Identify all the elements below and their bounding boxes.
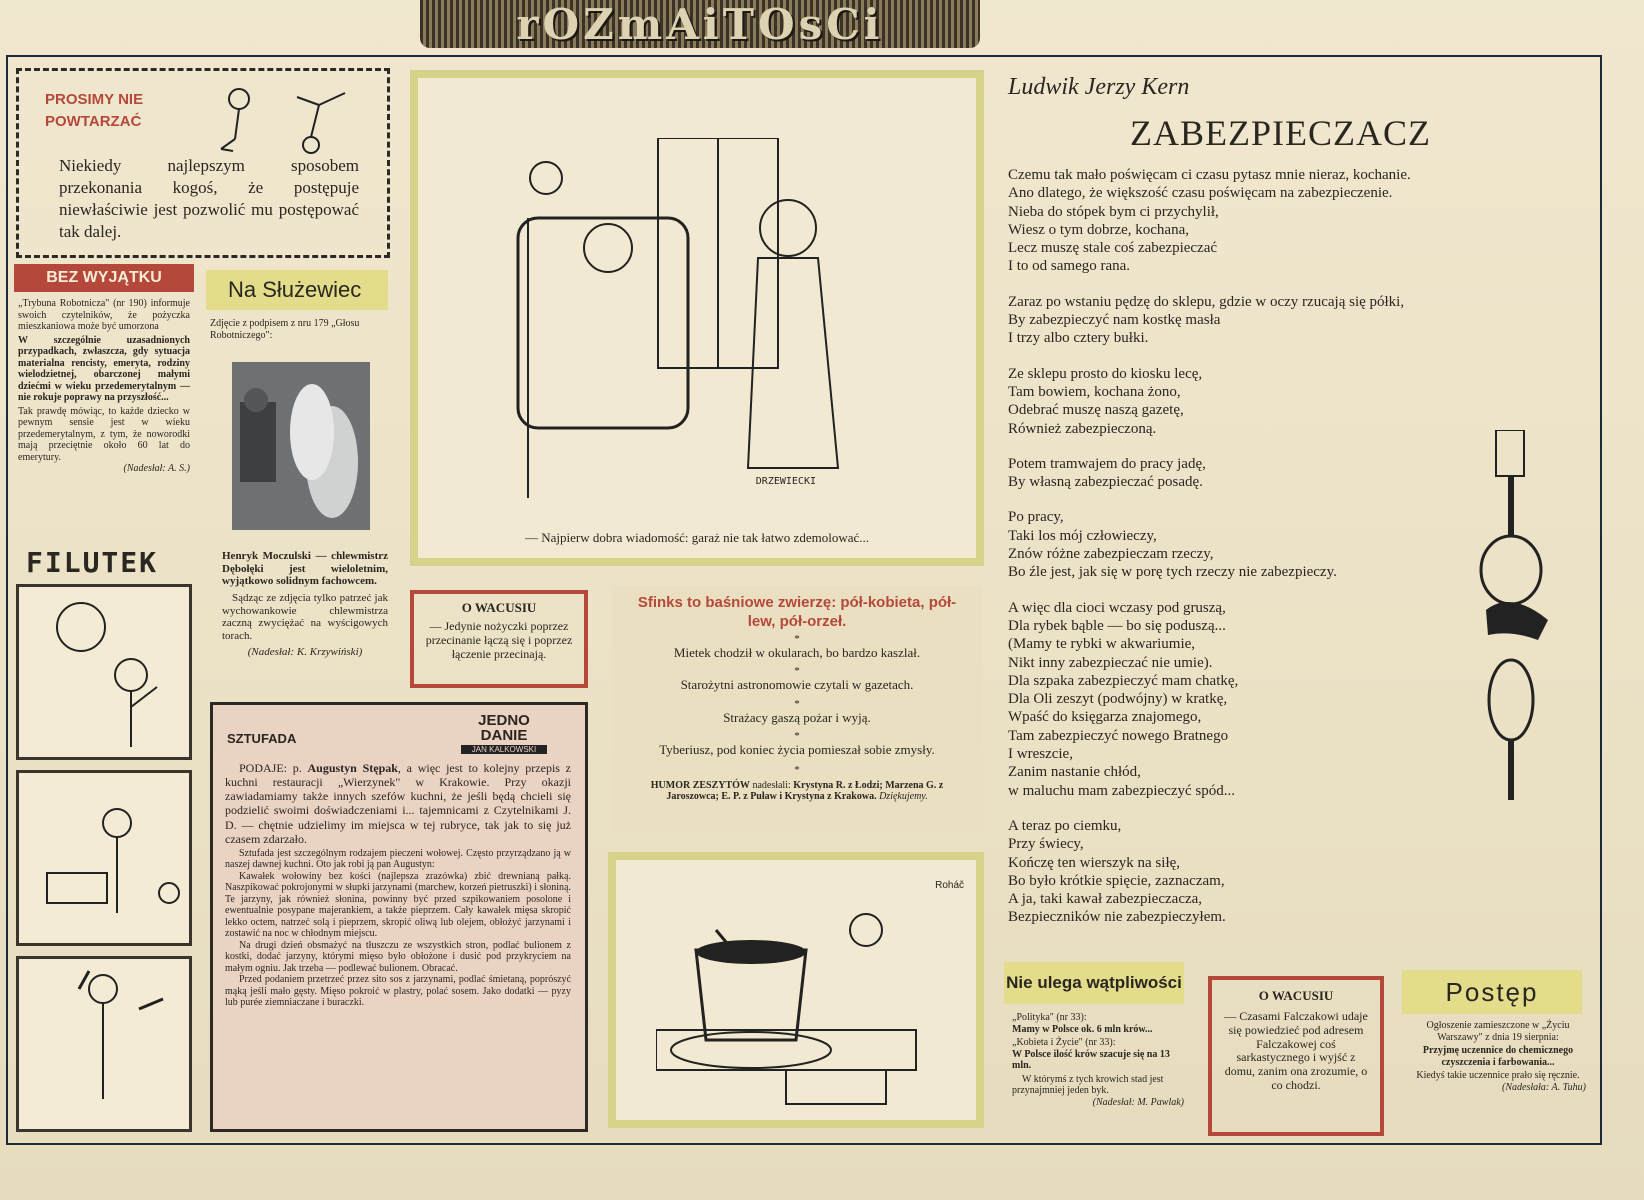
key-icon [1478,430,1564,810]
horse-icon [232,362,370,530]
sluzewiec-name: Henryk Moczulski [222,550,311,562]
postep-title: Postęp [1445,977,1539,1007]
postep-header [1402,970,1582,1014]
sfinks-item: Starożytni astronomowie czytali w gazetach. [680,677,914,693]
sluzewiec-p1: — chlewmistrz Dębołęki jest wieloletnim, wyjątkowo solidnym fachowcem. [222,550,388,588]
poem-line: Również zabezpieczoną. [1008,420,1157,437]
o-wacusiu-1-text: — Jedynie nożyczki poprzez przecinanie łączą się i poprzez łączenie przecinają. [425,619,573,661]
poem-line: A ja, taki kawał zabezpieczacza, [1008,891,1203,908]
poem-stanza [1008,365,1588,438]
poem-title: ZABEZPIECZACZ [1130,113,1431,153]
main-cartoon-caption: — Najpierw dobra wiadomość: garaż nie tak łatwo zdemolować... [524,530,870,545]
sfinks-credit-a: HUMOR ZESZYTÓW [650,779,750,791]
poem-line: Bezpieczników nie zabezpieczyłem. [1008,909,1226,926]
poem-line: Zaraz po wstaniu pędzę do sklepu, gdzie w oczy rzucają się półki, [1008,293,1405,310]
poem-line: Wiesz o tym dobrze, kochana, [1008,221,1189,238]
jedno-danie-logo [461,713,547,754]
sfinks-star: * [794,665,800,678]
poem-line: Bo było krótkie spięcie, zaznaczam, [1008,872,1225,889]
sluzewiec-body [222,550,388,659]
poem-line: Dla rybek bąble — bo się poduszą... [1008,617,1226,634]
sztufada-box [210,702,588,1132]
sluzewiec-credit: (Nadesłał: K. Krzywiński) [247,646,363,659]
nie-ulega-p1b: Mamy w Polsce ok. 6 mln krów... [1012,1023,1153,1035]
poem-line: Nikt inny zabezpieczać nie umie). [1008,654,1213,671]
sztufada-title: SZTUFADA [227,731,297,746]
poem-stanza [1008,817,1588,927]
poem-line: Ze sklepu prosto do kiosku lecę, [1008,365,1203,382]
sfinks-item: Strażacy gaszą pożar i wyją. [723,709,871,725]
bez-wyjatku-p3: Tak prawdę mówiąc, to każde dziecko w pewnym sensie jest w wieku przedemerytalnym, z tym, że noworodki mają przeciętnie około 60 lat do emerytury. [18,405,190,463]
sfinks-credit-d: Dziękujemy. [876,791,928,803]
poem-line: Kończę ten wierszyk na siłę, [1008,854,1181,871]
masthead-title: rOZmAiTOsCi [516,0,884,49]
poem-line: Ano dlatego, że większość czasu poświęcam na zabezpieczenie. [1008,185,1393,202]
sztufada-p4: Na drugi dzień obsmażyć na tłuszczu ze wszystkich stron, podlać bulionem z kostki, dodać jarzyny, którymi mięso było obłożone i dusić pod przykryciem na małym ogniu. Jak trzeba — podlewać bulionem. Obracać. [225,939,571,974]
couple-armchair-icon [498,138,918,498]
figure-with-dog-icon [19,773,189,943]
rohac-cartoon-frame [608,852,984,1128]
sluzewiec-title: Na Służewiec [228,277,362,302]
prosimy-title [45,89,143,133]
figure-hammer-icon [19,959,189,1129]
poem-line: Znów różne zabezpieczam rzeczy, [1008,546,1214,563]
sfinks-credit [632,780,962,803]
o-wacusiu-box-2 [1208,976,1384,1136]
figure-icon [19,587,189,757]
nie-ulega-p2b: W Polsce ilość krów szacuje się na 13 mln. [1012,1048,1170,1071]
logo-line1: JEDNO [478,712,530,729]
poem-line: By własną zabezpieczać posadę. [1008,474,1203,491]
poem-line: Odebrać muszę naszą gazetę, [1008,402,1184,419]
o-wacusiu-box-1 [410,590,588,688]
logo-line2: DANIE [480,727,528,744]
nie-ulega-body [1012,1012,1184,1108]
sfinks-item: Mietek chodził w okularach, bo bardzo kaszlał. [673,644,921,660]
poem-line: Nieba do stópek bym ci przychylił, [1008,203,1219,220]
filutek-panel-1 [16,584,192,760]
poem-author: Ludwik Jerzy Kern [1008,74,1190,100]
o-wacusiu-2-text: — Czasami Falczakowi udaje się powiedzieć pod adresem Falczakowej coś sarkastycznego i wyjść z domu, zanim ona zrozumie, o co chodzi. [1224,1009,1368,1092]
sfinks-star: * [794,697,800,710]
poem-line: Dla szpaka zabezpieczyć mam chatkę, [1008,672,1239,689]
sfinks-item: Tyberiusz, pod koniec życia pomieszał sobie zmysły. [659,742,935,758]
bez-wyjatku-p2: W szczególnie uzasadnionych przypadkach, zwłaszcza, gdy sytuacja materialna rencisty, emeryta, rodziny wielodzietnej, obarczonej małymi dziećmi w wieku przedemerytalnym — nie rokuje poprawy na przyszłość... [18,334,190,403]
poem-line: Taki los mój człowieczy, [1008,527,1157,544]
prosimy-title-line2: POWTARZAĆ [45,112,142,130]
poem-line: Po pracy, [1008,509,1064,526]
poem-line: Potem tramwajem do pracy jadę, [1008,455,1206,472]
poem-line: Czemu tak mało poświęcam ci czasu pytasz mnie nieraz, kochanie. [1008,167,1411,183]
poem-line: A więc dla cioci wczasy pod gruszą, [1008,599,1226,616]
nie-ulega-p2: „Kobieta i Życie" (nr 33): [1012,1037,1116,1048]
poem-line: I to od samego rana. [1008,258,1131,275]
sztufada-p5: Przed podaniem przetrzeć przez sito sos z jarzynami, podlać śmietaną, poprószyć mąką jeśli mało gęsty. Mięso pokroić w plastry, polać sosem. Jako dodatki — pyzy lub purée ziemniaczane i buraczki. [225,974,571,1009]
sluzewiec-caption: Zdjęcie z podpisem z nru 179 „Głosu Robotniczego": [210,318,360,341]
masthead [420,0,980,48]
postep-credit: (Nadesłała: A. Tuhu) [1502,1081,1586,1093]
postep-body [1410,1020,1586,1093]
nie-ulega-header [1004,962,1184,1004]
prosimy-title-line1: PROSIMY NIE [45,91,144,108]
sfinks-title: Sfinks to baśniowe zwierzę: pół-kobieta, pół-lew, pół-orzeł. [637,594,957,630]
bez-wyjatku-title: BEZ WYJĄTKU [46,269,162,286]
main-cartoon-signature: DRZEWIECKI [755,476,816,487]
sluzewiec-header [206,270,388,310]
o-wacusiu-1-title: O WACUSIU [461,600,537,615]
nie-ulega-credit: (Nadesłał: M. Pawlak) [1092,1096,1184,1108]
coffee-desk-icon [656,890,956,1110]
bez-wyjatku-body [18,298,190,475]
two-figures-icon [199,79,359,159]
poem-line: By zabezpieczyć nam kostkę masła [1008,312,1221,329]
poem-line: Przy świecy, [1008,836,1084,853]
sztufada-body [225,761,571,1009]
poem-line: Wpaść do księgarza znajomego, [1008,709,1202,726]
sztufada-p1b: , a więc jest to kolejny przepis z kuchni restauracji „Wierzynek" w Krakowie. Przy okazji zawiadamiamy także innych szefów kuchni, że jeśli będą chcieli się podzielić swoimi doświadczeniami i... tajemnicami z Czytelnikami J. D. — chętnie udzielimy im miejsca w tej rubryce, tak jak to się już czasem zdarzało. [225,761,572,846]
horses-photo [232,362,370,530]
rohac-signature: Roháč [935,880,964,891]
sztufada-p3: Kawałek wołowiny bez kości (najlepsza zrazówka) zbić drewnianą pałką. Naszpikować pokrojonymi w słupki jarzynami (marchew, korzeń pietruszki) i słoniną. Te jarzyny, jak również słonina, powinny być przed szpikowaniem posolone i ewentualnie posypane majerankiem, a także pieprzem. Cały kawałek mięsa skropić lekko octem, natrzeć solą i pieprzem, skropić oliwą lub olejem, obłożyć jarzynami i zostawić na noc w chłodnym miejscu. [225,870,571,940]
bez-wyjatku-credit: (Nadesłał: A. S.) [123,463,190,474]
poem-line: Tam bowiem, kochana żono, [1008,383,1181,400]
sluzewiec-p2: Sądząc ze zdjęcia tylko patrzeć jak wychowankowie chlewmistrza zaczną zwyciężać na wyścigowych torach. [222,591,388,642]
poem-line: w maluchu mam zabezpieczyć spód... [1008,782,1235,799]
poem-line: I wreszcie, [1008,746,1073,763]
poem-stanza [1008,293,1588,348]
nie-ulega-p3: W którymś z tych krowich stad jest przynajmniej jeden byk. [1012,1073,1164,1096]
filutek-panel-3 [16,956,192,1132]
postep-p3: Kiedyś takie uczennice prało się ręcznie. [1416,1070,1580,1081]
nie-ulega-p1: „Polityka" (nr 33): [1012,1012,1087,1023]
poem-stanza [1008,166,1588,276]
sztufada-p1-name: Augustyn Stępak [307,761,398,775]
poem-line: Lecz muszę stale coś zabezpieczać [1008,240,1218,257]
sfinks-star: * [794,763,800,776]
postep-p2: Przyjmę uczennice do chemicznego czyszczenia i farbowania... [1422,1045,1574,1068]
o-wacusiu-2-title: O WACUSIU [1258,988,1334,1003]
bez-wyjatku-header [14,264,194,292]
sfinks-section [612,586,982,834]
logo-author: JAN KALKOWSKI [461,745,547,754]
poem-line: Dla Oli zeszyt (podwójny) w kratkę, [1008,691,1228,708]
sztufada-p2: Sztufada jest szczególnym rodzajem pieczeni wołowej. Często przyrządzano ją w naszej dawnej kuchni. Oto jak robi ją pan Augustyn: [225,847,571,871]
sztufada-p1a: PODAJE: p. [239,761,308,775]
nie-ulega-title: Nie ulega wątpliwości [1006,973,1182,992]
sfinks-star: * [794,730,800,743]
poem-line: Bo źle jest, jak się w porę tych rzeczy nie zabezpieczy. [1008,564,1337,581]
poem-line: (Mamy te rybki w akwariumie, [1008,636,1196,653]
filutek-title: FILUTEK [26,546,159,579]
sfinks-credit-c: Krystyna R. z Łodzi; Marzena G. z Jaroszowca; E. P. z Puław i Krystyna z Krakowa. [666,779,944,803]
prosimy-text: Niekiedy najlepszym sposobem przekonania kogoś, że postępuje niewłaściwie jest pozwolić mu postępować tak dalej. [59,156,359,242]
sfinks-star: * [794,632,800,645]
poem-line: Tam zabezpieczyć nowego Bratnego [1008,727,1229,744]
main-cartoon-frame [410,70,984,566]
filutek-panel-2 [16,770,192,946]
poem-line: Zanim nastanie chłód, [1008,764,1141,781]
sfinks-credit-b: nadesłali: [749,779,794,791]
prosimy-box [16,68,390,258]
sfinks-items [632,634,962,776]
bez-wyjatku-p1: „Trybuna Robotnicza" (nr 190) informuje swoich czytelników, że pożyczka mieszkaniowa może być umorzona [18,298,190,332]
poem-line: A teraz po ciemku, [1008,817,1122,834]
poem-line: I trzy albo cztery bułki. [1008,330,1149,347]
postep-p1: Ogłoszenie zamieszczone w „Życiu Warszawy" z dnia 19 sierpnia: [1426,1020,1570,1043]
